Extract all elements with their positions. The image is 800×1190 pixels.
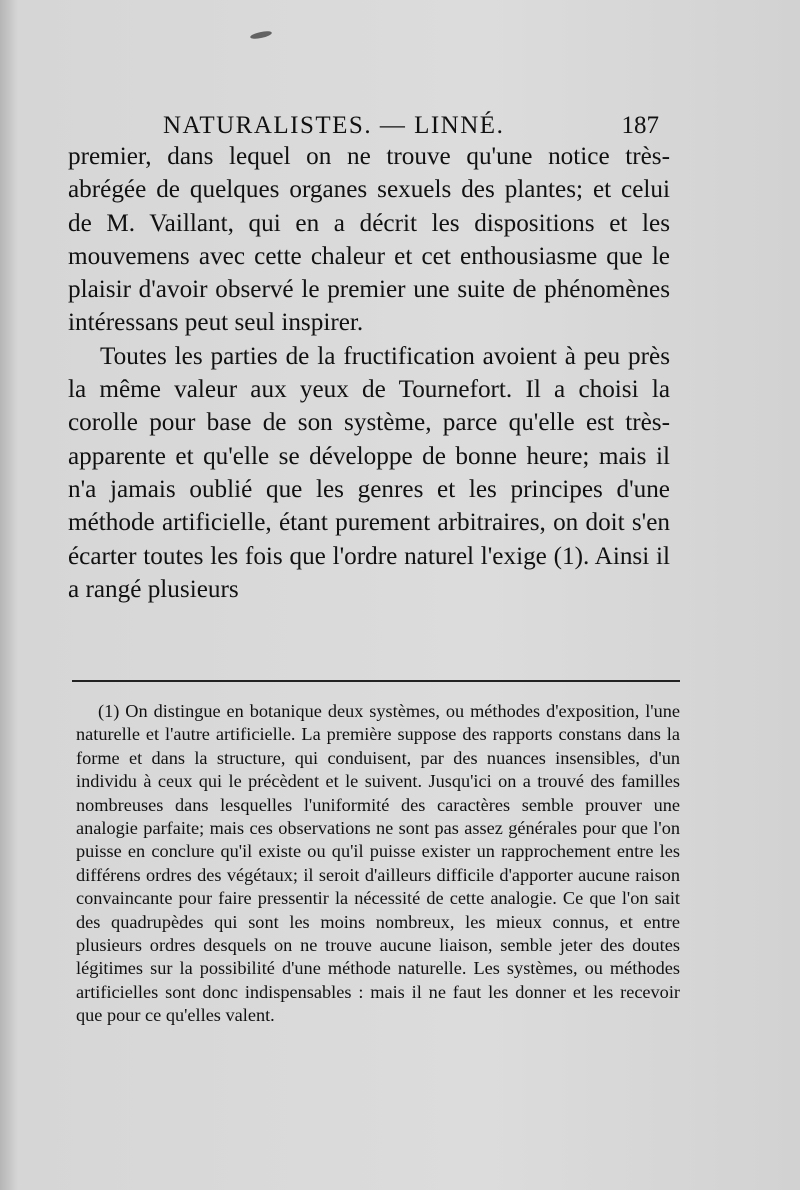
ink-smudge	[250, 30, 273, 40]
footnote-text: (1) On distingue en botanique deux systèmes, ou méthodes d'exposition, l'une naturelle et l'autre artificielle. La première suppose des rapports constans dans la forme et dans la structure, qui conduisent, par des nuances insensibles, d'un individu à ceux qui le précèdent et le suivent. Jusqu'ici on a trouvé des familles nombreuses dans lesquelles l'uniformité des caractères semble prouver une analogie parfaite; mais ces observations ne sont pas assez générales pour que l'on puisse en conclure qu'il existe ou qu'il puisse exister un rapprochement entre les différens ordres des végétaux; il seroit d'ailleurs difficile d'apporter aucune raison convaincante pour faire pressentir la nécessité de cette analogie. Ce que l'on sait des quadrupèdes qui sont les moins nombreux, les mieux connus, et entre plusieurs ordres desquels on ne trouve aucune liaison, semble jeter des doutes légitimes sur la possibilité d'une méthode naturelle. Les systèmes, ou méthodes artificielles sont donc indispensables : mais il ne faut les donner et les recevoir que pour ce qu'elles valent.	[76, 701, 680, 1026]
running-title: NATURALISTES. — LINNÉ.	[163, 112, 505, 139]
paragraph: Toutes les parties de la fructification avoient à peu près la même valeur aux yeux de Tournefort. Il a choisi la corolle pour base de son système, parce qu'elle est très-apparente et qu'elle se développe de bonne heure; mais il n'a jamais oublié que les genres et les principes d'une méthode artificielle, étant purement arbitraires, on doit s'en écarter toutes les fois que l'ordre naturel l'exige (1). Ainsi il a rangé plusieurs	[68, 342, 670, 603]
paragraph: premier, dans lequel on ne trouve qu'une notice très-abrégée de quelques organes sexuels des plantes; et celui de M. Vaillant, qui en a décrit les dispositions et les mouvemens avec cette chaleur et cet enthousiasme que le plaisir d'avoir observé le premier une suite de phénomènes intéressans peut seul inspirer.	[68, 143, 670, 337]
footnote-rule	[72, 680, 680, 682]
footnote	[76, 700, 680, 1028]
page-number: 187	[621, 112, 659, 139]
main-text	[68, 140, 670, 606]
